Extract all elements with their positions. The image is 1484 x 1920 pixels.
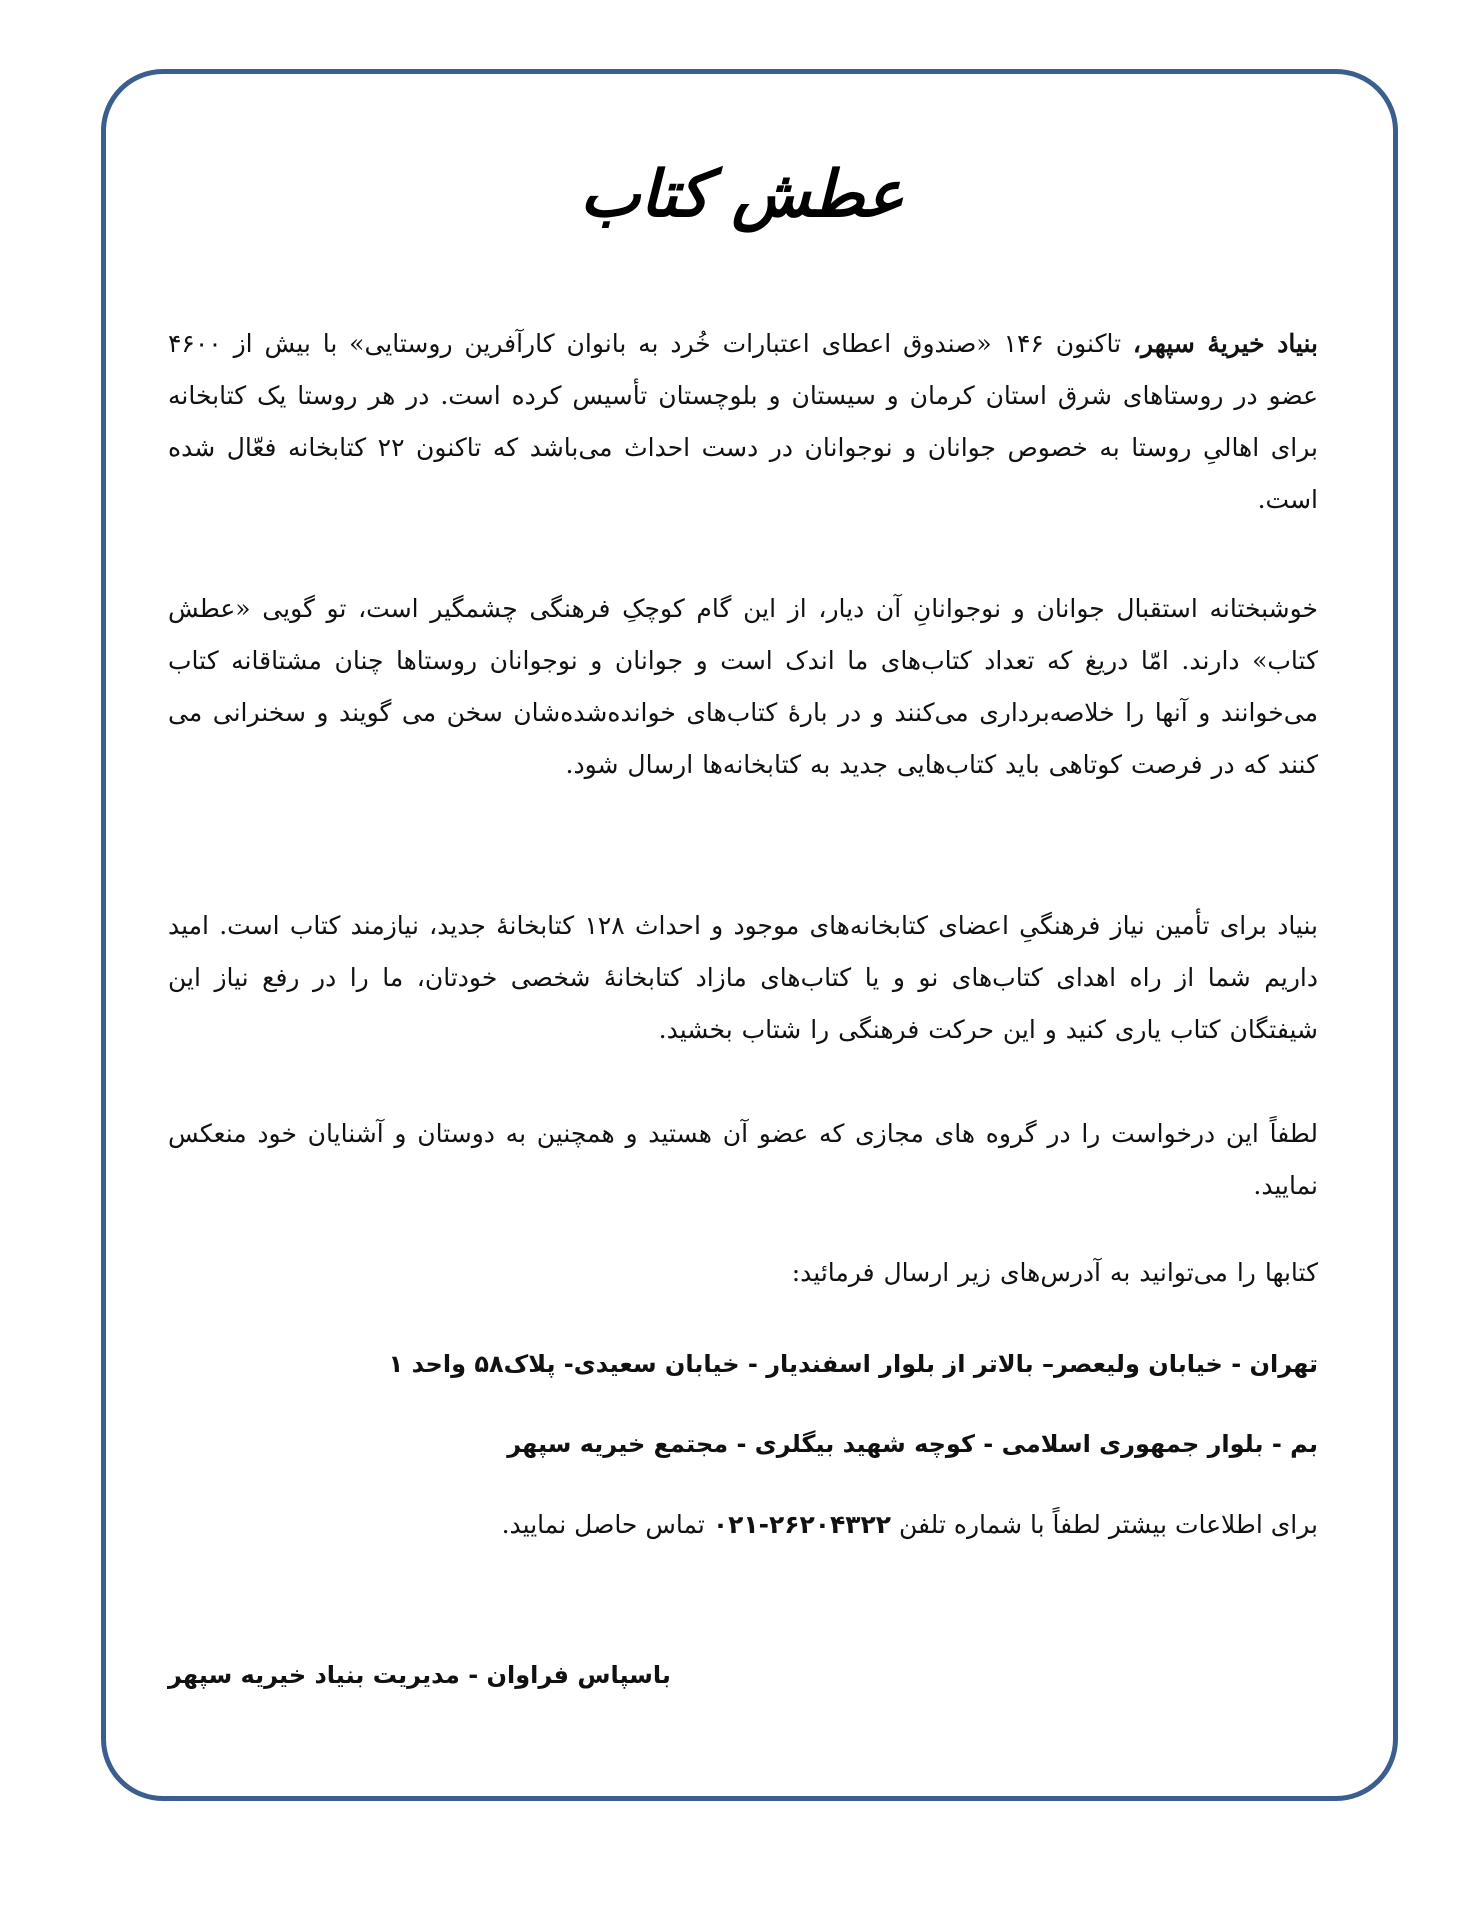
phone-number: ۰۲۱-۲۶۲۰۴۳۲۲ — [712, 1510, 892, 1539]
contact-suffix: تماس حاصل نمایید. — [501, 1510, 713, 1539]
paragraph-need-books: بنیاد برای تأمین نیاز فرهنگیِ اعضای کتابخانه‌های موجود و احداث ۱۲۸ کتابخانهٔ جدید، نیازمند کتاب است. امید داریم شما از راه اهدای کتاب‌های نو و یا کتاب‌های مازاد کتابخانهٔ شخصی خودتان، ما را در رفع نیاز این شیفتگان کتاب یاری کنید و این حرکت فرهنگی را شتاب بخشید. — [168, 911, 1318, 1044]
org-name: بنیاد خیریهٔ سپهر، — [1132, 329, 1319, 358]
paragraph-intro — [168, 318, 1318, 526]
paragraph-share-request: لطفاً این درخواست را در گروه های مجازی که عضو آن هستید و همچنین به دوستان و آشنایان خود منعکس نمایید. — [168, 1119, 1318, 1200]
address-bam: بم - بلوار جمهوری اسلامی - کوچه شهید بیگلری - مجتمع خیریه سپهر — [507, 1430, 1318, 1458]
paragraph-book-thirst: خوشبختانه استقبال جوانان و نوجوانانِ آن دیار، از این گام کوچکِ فرهنگی چشمگیر است، تو گویی «عطش کتاب» دارند. امّا دریغ که تعداد کتاب‌های ما اندک است و جوانان و نوجوانان روستاها چنان مشتاقانه کتاب می‌خوانند و آنها را خلاصه‌برداری می‌کنند و در بارهٔ کتاب‌های خوانده‌شده‌شان سخن می گویند و سخنرانی می کنند که در فرصت کوتاهی باید کتاب‌هایی جدید به کتابخانه‌ها ارسال شود. — [168, 594, 1318, 779]
signature: باسپاس فراوان - مدیریت بنیاد خیریه سپهر — [168, 1661, 671, 1689]
contact-line — [168, 1500, 1318, 1550]
paragraph-send-instructions: کتابها را می‌توانید به آدرس‌های زیر ارسال فرمائید: — [791, 1258, 1318, 1287]
document-title: عطش کتاب — [579, 157, 905, 232]
address-tehran: تهران - خیابان ولیعصر– بالاتر از بلوار اسفندیار - خیابان سعیدی- پلاک۵۸ واحد ۱ — [388, 1350, 1318, 1378]
contact-prefix: برای اطلاعات بیشتر لطفاً با شماره تلفن — [891, 1510, 1318, 1539]
paragraph-intro-text: تاکنون ۱۴۶ «صندوق اعطای اعتبارات خُرد به بانوان کارآفرین روستایی» با بیش از ۴۶۰۰ عضو در روستاهای شرق استان کرمان و سیستان و بلوچستان تأسیس کرده است. در هر روستا یک کتابخانه برای اهالیِ روستا به خصوص جوانان و نوجوانان در دست احداث می‌باشد که تاکنون ۲۲ کتابخانه فعّال شده است. — [168, 329, 1318, 514]
